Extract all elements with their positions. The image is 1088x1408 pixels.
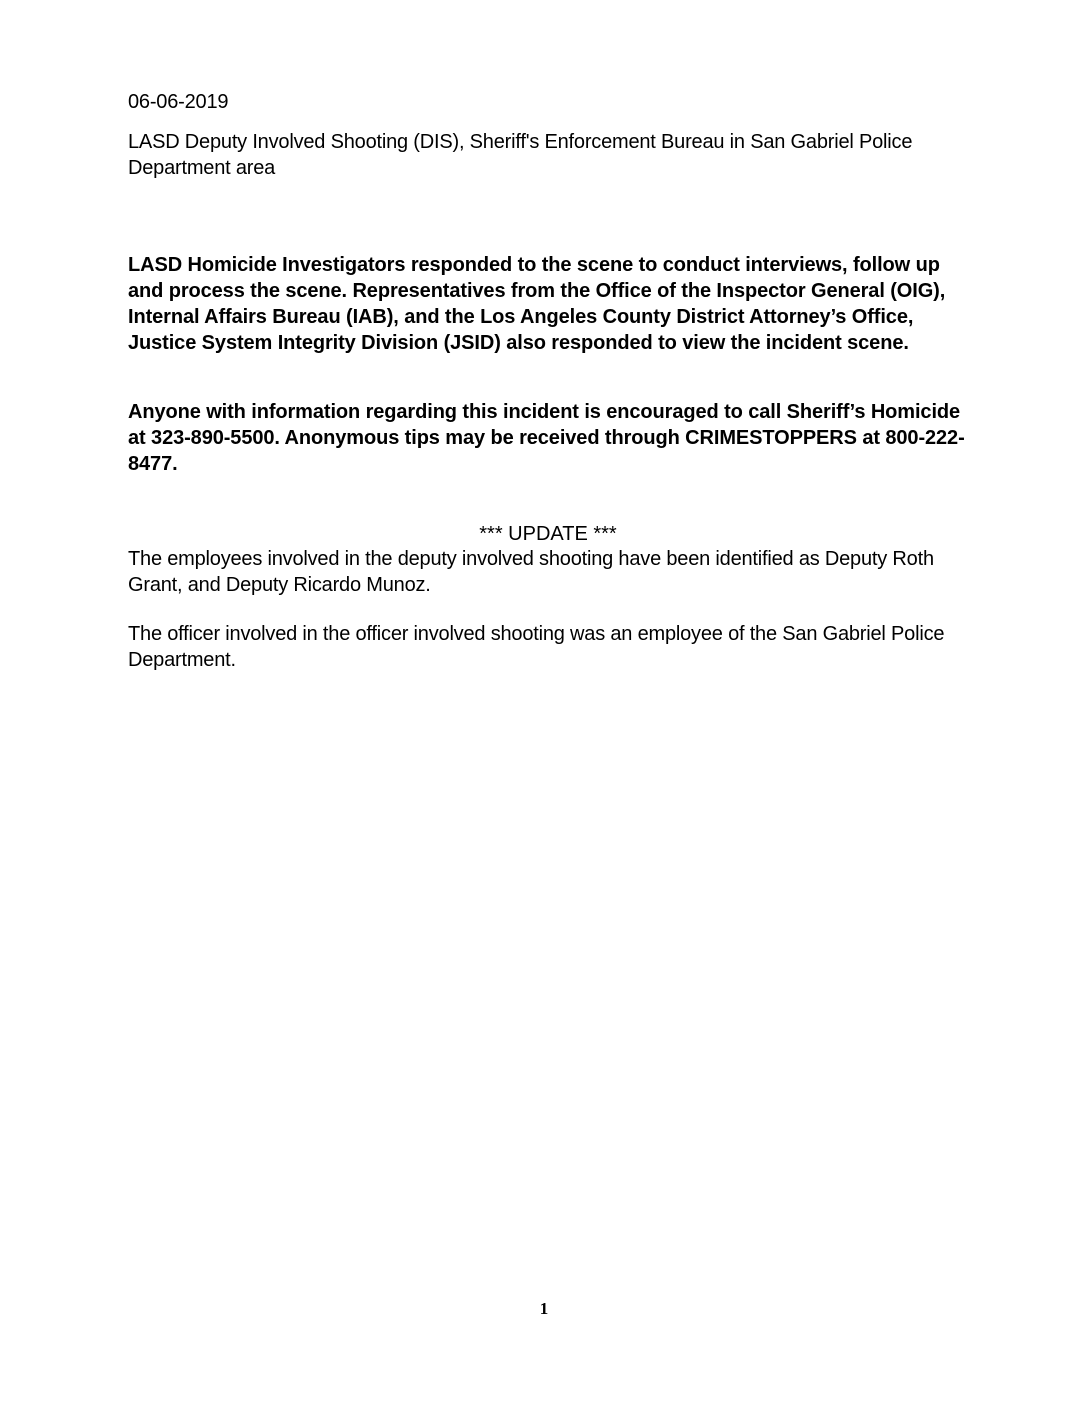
investigation-paragraph: LASD Homicide Investigators responded to the scene to conduct interviews, follow up and process the scene. Representatives from the Office of the Inspector General (OIG), Internal Affairs Bureau (IAB), and the Los Angeles County District Attorney’s Office, Justice System Integrity Division (JSID) also responded to view the incident scene. [128, 254, 946, 354]
document-date: 06-06-2019 [128, 91, 229, 113]
page-number: 1 [539, 1299, 549, 1318]
update-officer-paragraph: The officer involved in the officer involved shooting was an employee of the San Gabriel Police Department. [128, 623, 945, 671]
document-subject: LASD Deputy Involved Shooting (DIS), Sheriff's Enforcement Bureau in San Gabriel Police Department area [128, 131, 913, 179]
update-employees-paragraph: The employees involved in the deputy involved shooting have been identified as Deputy Roth Grant, and Deputy Ricardo Munoz. [128, 548, 934, 596]
update-heading: *** UPDATE *** [479, 523, 617, 545]
contact-information-paragraph: Anyone with information regarding this incident is encouraged to call Sheriff’s Homicide at 323-890-5500. Anonymous tips may be received through CRIMESTOPPERS at 800-222-8477. [128, 401, 965, 475]
